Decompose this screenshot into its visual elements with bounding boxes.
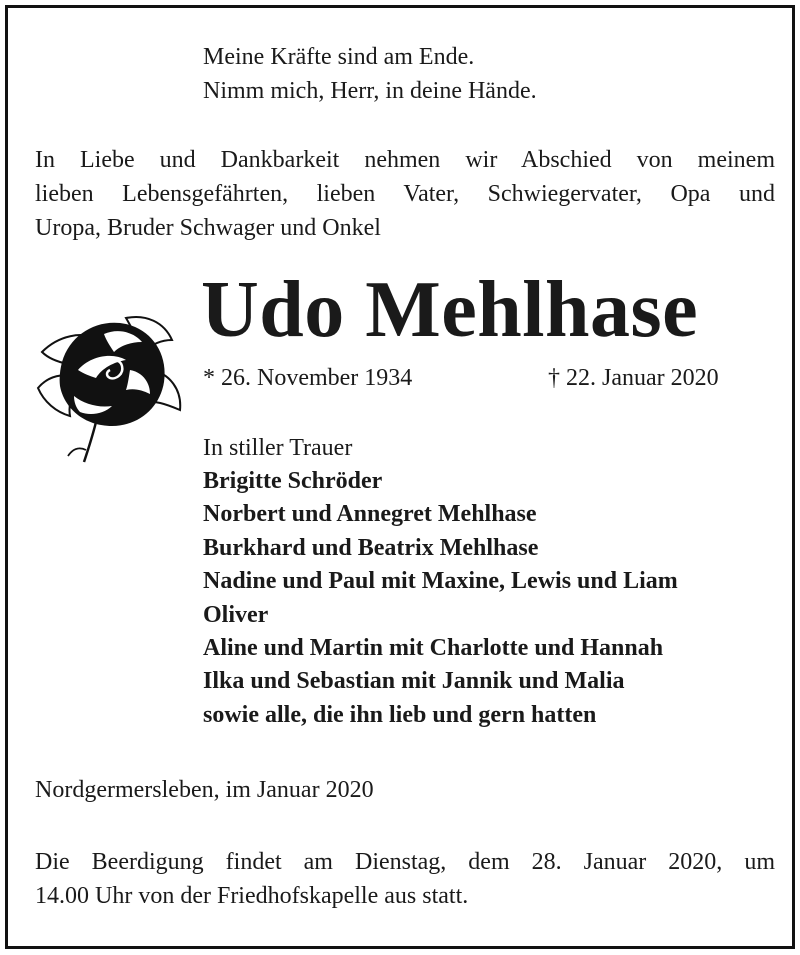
mourner-name: Oliver — [203, 601, 269, 628]
mourner-name: sowie alle, die ihn lieb und gern hatten — [203, 701, 597, 728]
poem-line-2: Nimm mich, Herr, in deine Hände. — [203, 78, 537, 104]
mourner-name: Aline und Martin mit Charlotte und Hannah — [203, 635, 664, 662]
poem-verse — [203, 40, 537, 108]
funeral-line-2: 14.00 Uhr von der Friedhofskapelle aus statt. — [35, 883, 469, 909]
rose-icon — [34, 300, 184, 465]
mourners-list — [203, 465, 678, 732]
birth-date: * 26. November 1934 — [203, 365, 413, 391]
mourner-name: Burkhard und Beatrix Mehlhase — [203, 534, 539, 561]
funeral-line-1: Die Beerdigung findet am Dienstag, dem 28. Januar 2020, um — [35, 849, 775, 875]
mourning-heading: In stiller Trauer — [203, 435, 353, 461]
poem-line-1: Meine Kräfte sind am Ende. — [203, 44, 475, 70]
deceased-name: Udo Mehlhase — [201, 266, 699, 354]
farewell-line-1: In Liebe und Dankbarkeit nehmen wir Abschied von meinem — [35, 147, 775, 173]
funeral-notice — [35, 845, 775, 913]
place-and-date: Nordgermersleben, im Januar 2020 — [35, 777, 374, 803]
death-date: † 22. Januar 2020 — [548, 365, 719, 391]
mourner-name: Norbert und Annegret Mehlhase — [203, 501, 537, 528]
farewell-line-2: lieben Lebensgefährten, lieben Vater, Schwiegervater, Opa und — [35, 181, 775, 207]
mourner-name: Brigitte Schröder — [203, 468, 383, 494]
farewell-line-3: Uropa, Bruder Schwager und Onkel — [35, 215, 381, 241]
mourner-name: Ilka und Sebastian mit Jannik und Malia — [203, 668, 625, 695]
mourner-name: Nadine und Paul mit Maxine, Lewis und Liam — [203, 568, 678, 595]
farewell-text — [35, 143, 775, 245]
